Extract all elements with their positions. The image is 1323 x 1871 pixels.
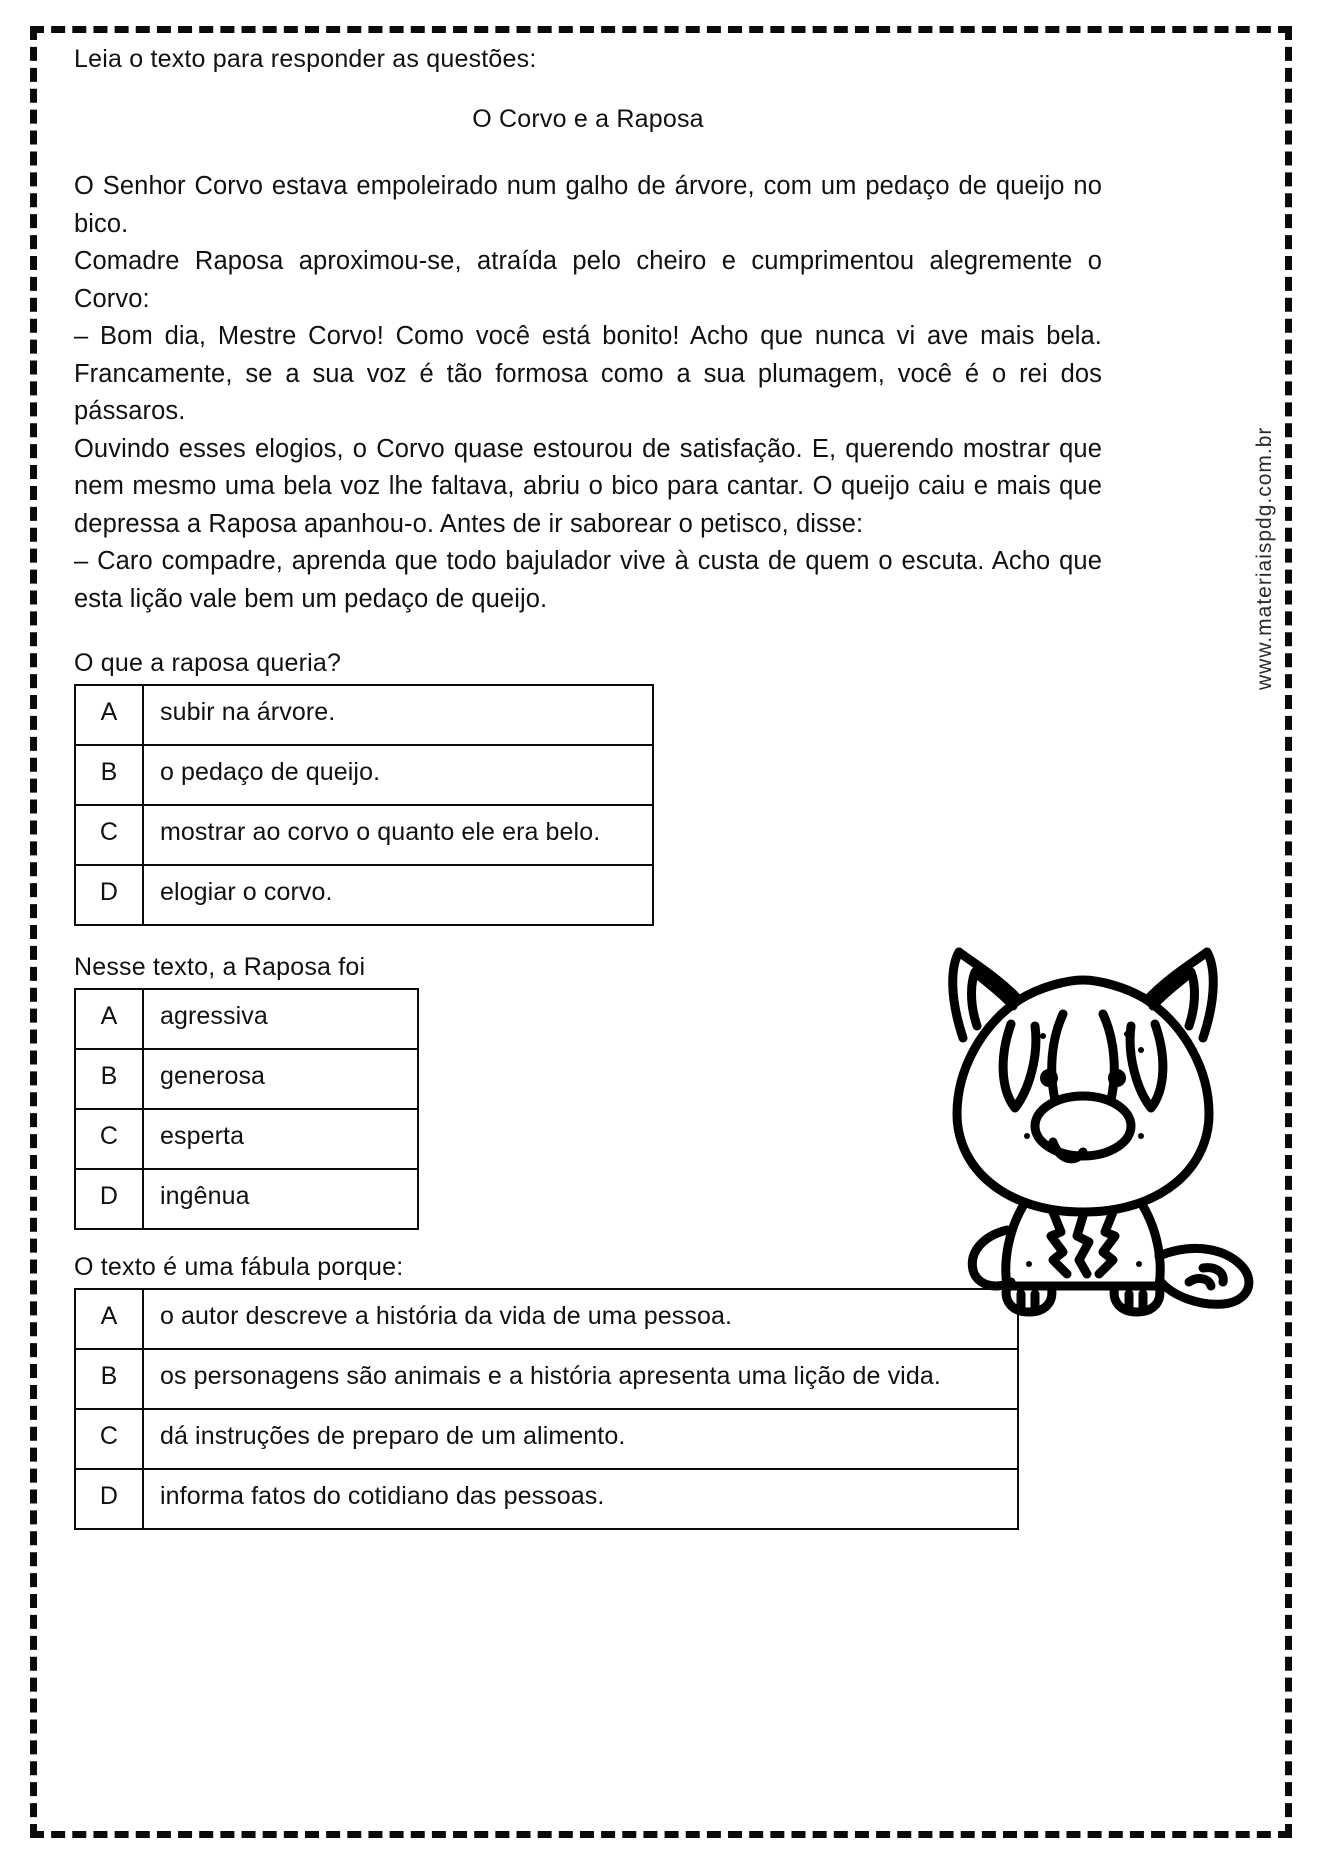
option-letter: B xyxy=(75,1349,143,1409)
question-3-options-table xyxy=(74,1288,1019,1530)
option-row[interactable] xyxy=(75,1409,1018,1469)
option-letter: D xyxy=(75,1469,143,1529)
option-text[interactable]: o pedaço de queijo. xyxy=(143,745,653,805)
watermark-url: www.materiaispdg.com.br xyxy=(1253,426,1276,690)
option-letter: C xyxy=(75,1409,143,1469)
option-text[interactable]: agressiva xyxy=(143,989,418,1049)
option-text[interactable]: informa fatos do cotidiano das pessoas. xyxy=(143,1469,1018,1529)
option-text[interactable]: mostrar ao corvo o quanto ele era belo. xyxy=(143,805,653,865)
option-text[interactable]: os personagens são animais e a história apresenta uma lição de vida. xyxy=(143,1349,1018,1409)
option-text[interactable]: dá instruções de preparo de um alimento. xyxy=(143,1409,1018,1469)
option-text[interactable]: ingênua xyxy=(143,1169,418,1229)
option-letter: A xyxy=(75,685,143,745)
option-row[interactable] xyxy=(75,685,653,745)
instruction-text: Leia o texto para responder as questões: xyxy=(74,45,537,73)
option-letter: A xyxy=(75,1289,143,1349)
option-text[interactable]: elogiar o corvo. xyxy=(143,865,653,925)
story-paragraph: – Caro compadre, aprenda que todo bajulador vive à custa de quem o escuta. Acho que esta lição vale bem um pedaço de queijo. xyxy=(74,547,1102,613)
story-paragraph: Ouvindo esses elogios, o Corvo quase estourou de satisfação. E, querendo mostrar que nem mesmo uma bela voz lhe faltava, abriu o bico para cantar. O queijo caiu e mais que depressa a Raposa apanhou-o. Antes de ir saborear o petisco, disse: xyxy=(74,434,1102,538)
option-row[interactable] xyxy=(75,1049,418,1109)
question-3 xyxy=(74,1252,1102,1530)
option-text[interactable]: o autor descreve a história da vida de uma pessoa. xyxy=(143,1289,1018,1349)
question-2-prompt: Nesse texto, a Raposa foi xyxy=(74,953,366,982)
question-2 xyxy=(74,952,1102,1230)
worksheet-content xyxy=(74,44,1102,1530)
option-letter: C xyxy=(75,1109,143,1169)
option-row[interactable] xyxy=(75,805,653,865)
option-letter: A xyxy=(75,989,143,1049)
option-text[interactable]: esperta xyxy=(143,1109,418,1169)
question-3-prompt: O texto é uma fábula porque: xyxy=(74,1253,404,1282)
option-row[interactable] xyxy=(75,989,418,1049)
option-row[interactable] xyxy=(75,865,653,925)
question-1-options-table xyxy=(74,684,654,926)
option-row[interactable] xyxy=(75,1469,1018,1529)
option-letter: D xyxy=(75,865,143,925)
story-paragraph: Comadre Raposa aproximou-se, atraída pelo cheiro e cumprimentou alegremente o Corvo: xyxy=(74,247,1102,313)
option-row[interactable] xyxy=(75,1289,1018,1349)
option-letter: C xyxy=(75,805,143,865)
option-row[interactable] xyxy=(75,745,653,805)
option-text[interactable]: generosa xyxy=(143,1049,418,1109)
option-row[interactable] xyxy=(75,1169,418,1229)
option-text[interactable]: subir na árvore. xyxy=(143,685,653,745)
option-letter: B xyxy=(75,745,143,805)
story-paragraph: O Senhor Corvo estava empoleirado num galho de árvore, com um pedaço de queijo no bico. xyxy=(74,172,1102,238)
question-1-prompt: O que a raposa queria? xyxy=(74,649,342,678)
story-paragraph: – Bom dia, Mestre Corvo! Como você está bonito! Acho que nunca vi ave mais bela. Francamente, se a sua voz é tão formosa como a sua plumagem, você é o rei dos pássaros. xyxy=(74,322,1102,426)
question-1 xyxy=(74,648,1102,926)
story-body xyxy=(74,168,1102,618)
question-2-options-table xyxy=(74,988,419,1230)
option-letter: D xyxy=(75,1169,143,1229)
option-row[interactable] xyxy=(75,1109,418,1169)
option-letter: B xyxy=(75,1049,143,1109)
story-title: O Corvo e a Raposa xyxy=(472,105,704,134)
option-row[interactable] xyxy=(75,1349,1018,1409)
